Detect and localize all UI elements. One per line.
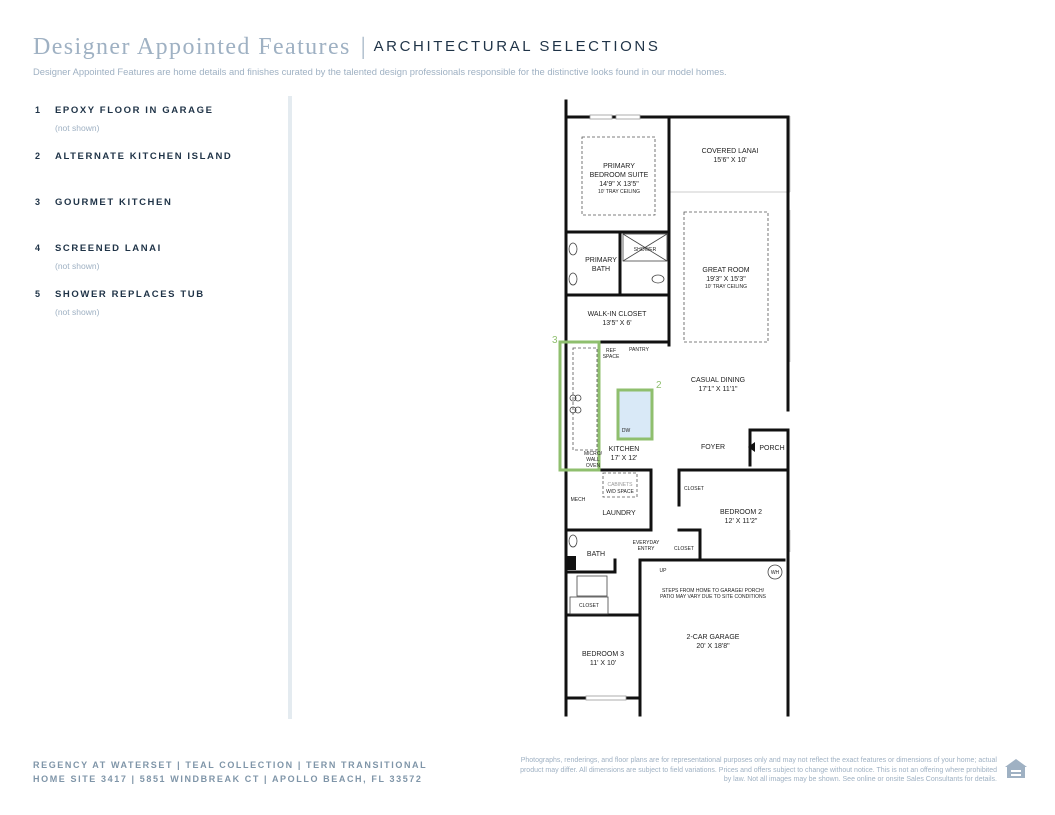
- primary-suite-label: BEDROOM SUITE: [589, 172, 649, 179]
- wd-space-label: W/D SPACE: [606, 489, 634, 495]
- steps-note: STEPS FROM HOME TO GARAGE/ PORCH/: [661, 588, 765, 594]
- garage-label: 2-CAR GARAGE: [686, 634, 740, 641]
- ref-space-label: SPACE: [602, 354, 620, 360]
- primary-suite-label: PRIMARY: [603, 163, 635, 170]
- stairs-up-label: UP: [659, 568, 667, 574]
- ref-space-label: REF: [606, 348, 616, 354]
- disclaimer: Photographs, renderings, and floor plans are for representational purposes only and may not reflect the exact features or dimensions of your home; actual product may differ. All dimensions are subject to field variations. Prices and offers subject to change without notice. This is not an offering where prohibited by law. Not all images may be shown. See online or onsite Sales Consultants for details.: [520, 757, 997, 783]
- feature-label: ALTERNATE KITCHEN ISLAND: [55, 151, 233, 162]
- great-room-dim: 19'3" X 15'3": [706, 276, 746, 283]
- feature-number: 3: [35, 197, 41, 207]
- feature-list: [35, 100, 232, 330]
- foyer-label: FOYER: [700, 444, 726, 451]
- feature-number: 4: [35, 243, 41, 253]
- walk-in-closet-label: WALK-IN CLOSET: [587, 311, 647, 318]
- bedroom-2-dim: 12' X 11'2": [724, 518, 758, 525]
- primary-bath-label: PRIMARY: [585, 257, 617, 264]
- feature-item: [35, 100, 232, 146]
- feature-label: GOURMET KITCHEN: [55, 197, 173, 208]
- casual-dining-label: CASUAL DINING: [690, 377, 746, 384]
- floor-plan: [550, 95, 800, 725]
- feature-label: SCREENED LANAI: [55, 243, 162, 254]
- marker-2: 2: [656, 380, 662, 391]
- equal-housing-icon: [1003, 757, 1029, 783]
- page-header: [33, 34, 660, 61]
- sink-icon: [566, 556, 576, 570]
- feature-number: 2: [35, 151, 41, 161]
- feature-label: SHOWER REPLACES TUB: [55, 289, 205, 300]
- dishwasher-label: DW: [621, 428, 631, 434]
- micro-wall-oven-label: WALL: [586, 457, 600, 463]
- section-title: ARCHITECTURAL SELECTIONS: [373, 38, 661, 55]
- feature-item: [35, 192, 232, 238]
- feature-item: [35, 238, 232, 284]
- everyday-entry-label: EVERYDAY: [632, 540, 660, 546]
- casual-dining-dim: 17'1" X 11'1": [698, 386, 738, 393]
- bath-label: BATH: [586, 551, 606, 558]
- bedroom-3-dim: 11' X 10': [589, 660, 617, 667]
- walk-in-closet-dim: 13'5" X 6': [602, 320, 632, 327]
- pantry-label: PANTRY: [629, 347, 649, 353]
- feature-number: 5: [35, 289, 41, 299]
- community-line: REGENCY AT WATERSET | TEAL COLLECTION | TERN TRANSITIONAL: [33, 760, 428, 770]
- feature-item: [35, 146, 232, 192]
- bedroom-3-label: BEDROOM 3: [581, 651, 625, 658]
- title-separator: |: [360, 34, 366, 60]
- closet-label-2: CLOSET: [673, 546, 695, 552]
- primary-suite-dim: 14'9" X 13'5": [599, 181, 639, 188]
- kitchen-dim: 17' X 12': [610, 455, 638, 462]
- primary-suite-ceiling: 10' TRAY CEILING: [597, 189, 641, 195]
- feature-label: EPOXY FLOOR IN GARAGE: [55, 105, 214, 116]
- page-description: Designer Appointed Features are home details and finishes curated by the talented design professionals responsible for the distinctive looks found in our model homes.: [33, 66, 727, 77]
- marker-3: 3: [552, 335, 558, 346]
- primary-bath-label: BATH: [591, 266, 611, 273]
- great-room-label: GREAT ROOM: [702, 267, 750, 274]
- mech-label: MECH: [570, 497, 586, 503]
- feature-note: (not shown): [55, 307, 100, 317]
- feature-item: [35, 284, 232, 330]
- laundry-label: LAUNDRY: [602, 510, 636, 517]
- covered-lanai-label: COVERED LANAI: [701, 148, 759, 155]
- porch-label: PORCH: [759, 445, 785, 452]
- closet-label: CLOSET: [683, 486, 705, 492]
- feature-note: (not shown): [55, 261, 100, 271]
- feature-note: (not shown): [55, 123, 100, 133]
- great-room-ceiling: 10' TRAY CEILING: [704, 284, 748, 290]
- water-heater-label: WH: [770, 570, 780, 576]
- steps-note: PATIO MAY VARY DUE TO SITE CONDITIONS: [660, 594, 766, 600]
- micro-wall-oven-label: MICRO/: [583, 451, 603, 457]
- shower-label: SHOWER: [633, 247, 657, 253]
- micro-wall-oven-label: OVEN: [585, 463, 601, 469]
- page-title: Designer Appointed Features: [33, 34, 351, 60]
- covered-lanai-dim: 15'6" X 10': [713, 157, 747, 164]
- address-line: HOME SITE 3417 | 5851 WINDBREAK CT | APOLLO BEACH, FL 33572: [33, 774, 423, 784]
- bedroom-2-label: BEDROOM 2: [719, 509, 763, 516]
- feature-number: 1: [35, 105, 41, 115]
- closet-label-3: CLOSET: [578, 603, 600, 609]
- garage-dim: 20' X 18'8": [696, 643, 730, 650]
- everyday-entry-label: ENTRY: [637, 546, 655, 552]
- kitchen-label: KITCHEN: [608, 446, 640, 453]
- cabinets-label: CABINETS: [607, 482, 633, 488]
- divider-bar: [288, 96, 292, 719]
